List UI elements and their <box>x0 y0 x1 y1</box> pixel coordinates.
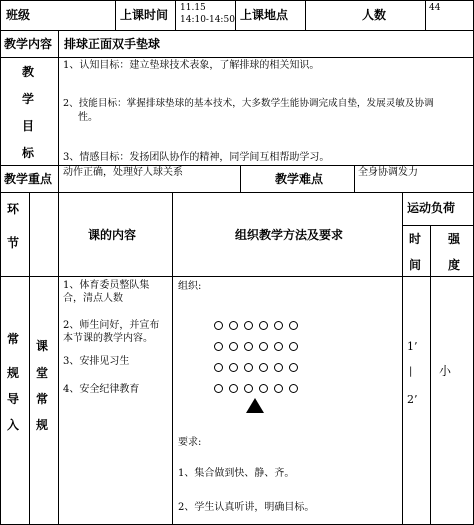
student-marker <box>244 384 253 393</box>
student-marker <box>214 363 223 372</box>
routine-item: 1、体育委员整队集合，清点人数 <box>63 280 150 304</box>
student-marker <box>289 342 298 351</box>
col-divider <box>115 0 116 30</box>
class-label: 班级 <box>6 8 31 22</box>
col-divider <box>175 0 176 30</box>
requirement-item: 1、集合做到快、静、齐。 <box>178 468 295 479</box>
goals-label-char: 目 <box>22 119 35 133</box>
routine-sub-char: 规 <box>36 418 49 432</box>
time-header-char: 时 <box>409 232 422 246</box>
time-label: 上课时间 <box>120 8 169 22</box>
student-marker <box>244 342 253 351</box>
time-value-line2: 14:10-14:50 <box>180 15 235 25</box>
content-label: 教学内容 <box>4 37 53 51</box>
col-divider <box>240 165 241 192</box>
student-marker <box>259 384 268 393</box>
col-divider <box>172 192 173 525</box>
time-header-char: 间 <box>409 258 422 272</box>
student-marker <box>289 321 298 330</box>
row-divider <box>0 165 474 166</box>
student-marker <box>274 363 283 372</box>
col-divider <box>29 192 30 525</box>
routine-section-char: 入 <box>7 418 20 432</box>
count-value: 44 <box>429 3 441 13</box>
routine-sub-char: 常 <box>36 392 49 406</box>
student-marker <box>214 384 223 393</box>
col-divider <box>425 0 426 30</box>
count-label: 人数 <box>362 8 387 22</box>
student-marker <box>259 321 268 330</box>
student-marker <box>289 363 298 372</box>
requirement-item: 2、学生认真听讲，明确目标。 <box>178 502 315 513</box>
intensity-header-char: 强 <box>448 232 461 246</box>
student-marker <box>214 321 223 330</box>
student-marker <box>229 342 238 351</box>
difficulty-value: 全身协调发力 <box>358 167 418 178</box>
section-header-char: 节 <box>7 236 20 250</box>
student-marker <box>289 384 298 393</box>
col-divider <box>402 192 403 525</box>
student-marker <box>259 342 268 351</box>
intensity-value: 小 <box>439 364 452 378</box>
col-divider <box>58 192 59 525</box>
difficulty-label: 教学难点 <box>275 172 324 186</box>
routine-item: 3、安排见习生 <box>63 356 130 367</box>
student-marker <box>244 363 253 372</box>
student-marker <box>229 363 238 372</box>
time-start: 1’ <box>407 340 418 353</box>
time-end: 2’ <box>407 393 418 406</box>
goals-label-char: 标 <box>22 146 35 160</box>
routine-item: 2、师生问好，并宣布本节课的教学内容。 <box>63 320 160 344</box>
goal-affective: 3、情感目标：发扬团队协作的精神，同学间互相帮助学习。 <box>63 152 330 163</box>
col-divider <box>58 165 59 192</box>
goal-skill-line2: 性。 <box>78 112 98 123</box>
routine-section-char: 常 <box>7 332 20 346</box>
routine-item: 4、安全纪律教育 <box>63 384 140 395</box>
student-marker <box>274 384 283 393</box>
key-point-value: 动作正确，处理好人球关系 <box>63 167 183 178</box>
student-marker <box>214 342 223 351</box>
student-marker <box>229 384 238 393</box>
col-divider <box>430 225 431 525</box>
time-separator: | <box>409 366 413 377</box>
table-border-top <box>0 0 474 1</box>
place-label: 上课地点 <box>240 8 289 22</box>
routine-sub-char: 堂 <box>36 366 49 380</box>
organization-label: 组织: <box>178 281 202 292</box>
col-divider <box>58 57 59 165</box>
col-divider <box>354 165 355 192</box>
row-divider <box>402 225 474 226</box>
goal-skill-line1: 2、技能目标：掌握排球垫球的基本技术，大多数学生能协调完成自垫，发展灵敏及协调 <box>63 98 434 109</box>
student-marker <box>229 321 238 330</box>
goal-cognitive: 1、认知目标：建立垫球技术表象，了解排球的相关知识。 <box>63 60 320 71</box>
student-marker <box>274 342 283 351</box>
goals-label-char: 教 <box>22 65 35 79</box>
method-header: 组织教学方法及要求 <box>235 228 344 242</box>
col-divider <box>235 0 236 30</box>
student-marker <box>274 321 283 330</box>
section-header-char: 环 <box>7 202 20 216</box>
row-divider <box>0 57 474 58</box>
row-divider <box>0 30 474 31</box>
intensity-header-char: 度 <box>448 258 461 272</box>
student-marker <box>259 363 268 372</box>
requirements-label: 要求: <box>178 437 202 448</box>
content-value: 排球正面双手垫球 <box>64 37 161 51</box>
routine-section-char: 导 <box>7 392 20 406</box>
goals-label-char: 学 <box>22 92 35 106</box>
col-divider <box>58 30 59 57</box>
col-divider <box>305 0 306 30</box>
table-border-left <box>0 0 1 525</box>
content-header: 课的内容 <box>88 228 137 242</box>
routine-section-char: 规 <box>7 366 20 380</box>
student-marker <box>244 321 253 330</box>
teacher-marker <box>246 398 264 413</box>
time-value-line1: 11.15 <box>180 3 206 13</box>
load-header: 运动负荷 <box>407 201 456 215</box>
routine-sub-char: 课 <box>36 339 49 353</box>
key-point-label: 教学重点 <box>4 172 53 186</box>
